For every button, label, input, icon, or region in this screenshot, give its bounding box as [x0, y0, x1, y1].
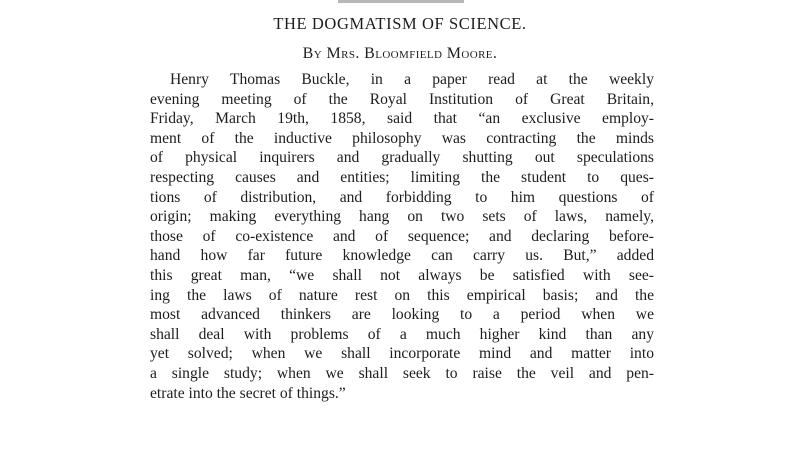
body-line: respecting causes and entities; limiting the student to ques-: [150, 168, 654, 186]
article-title: THE DOGMATISM OF SCIENCE.: [273, 14, 527, 33]
body-line: a single study; when we shall seek to raise the veil and pen-: [150, 364, 654, 382]
body-line: hand how far future knowledge can carry us. But,” added: [150, 247, 654, 265]
body-line: this great man, “we shall not always be satisfied with see-: [150, 266, 654, 284]
body-line: Henry Thomas Buckle, in a paper read at the weekly: [170, 71, 654, 88]
body-line: ment of the inductive philosophy was contracting the minds: [150, 129, 654, 147]
body-line: yet solved; when we shall incorporate mind and matter into: [150, 345, 654, 363]
body-line: evening meeting of the Royal Institution of Great Britain,: [150, 90, 654, 108]
body-line: origin; making everything hang on two sets of laws, namely,: [150, 208, 654, 226]
body-line: ing the laws of nature rest on this empirical basis; and the: [150, 286, 654, 304]
body-line: of physical inquirers and gradually shutting out speculations: [150, 149, 654, 167]
header-rule: [338, 0, 464, 3]
body-line: Friday, March 19th, 1858, said that “an exclusive employ-: [150, 110, 654, 128]
body-line: those of co-existence and of sequence; and declaring before-: [150, 227, 654, 245]
body-line: tions of distribution, and forbidding to him questions of: [150, 188, 654, 206]
article-body: [150, 70, 654, 403]
body-line: etrate into the secret of things.”: [150, 384, 346, 402]
article-byline: By Mrs. Bloomfield Moore.: [302, 45, 498, 62]
body-line: shall deal with problems of a much higher kind than any: [150, 325, 654, 343]
body-line: most advanced thinkers are looking to a period when we: [150, 306, 654, 324]
